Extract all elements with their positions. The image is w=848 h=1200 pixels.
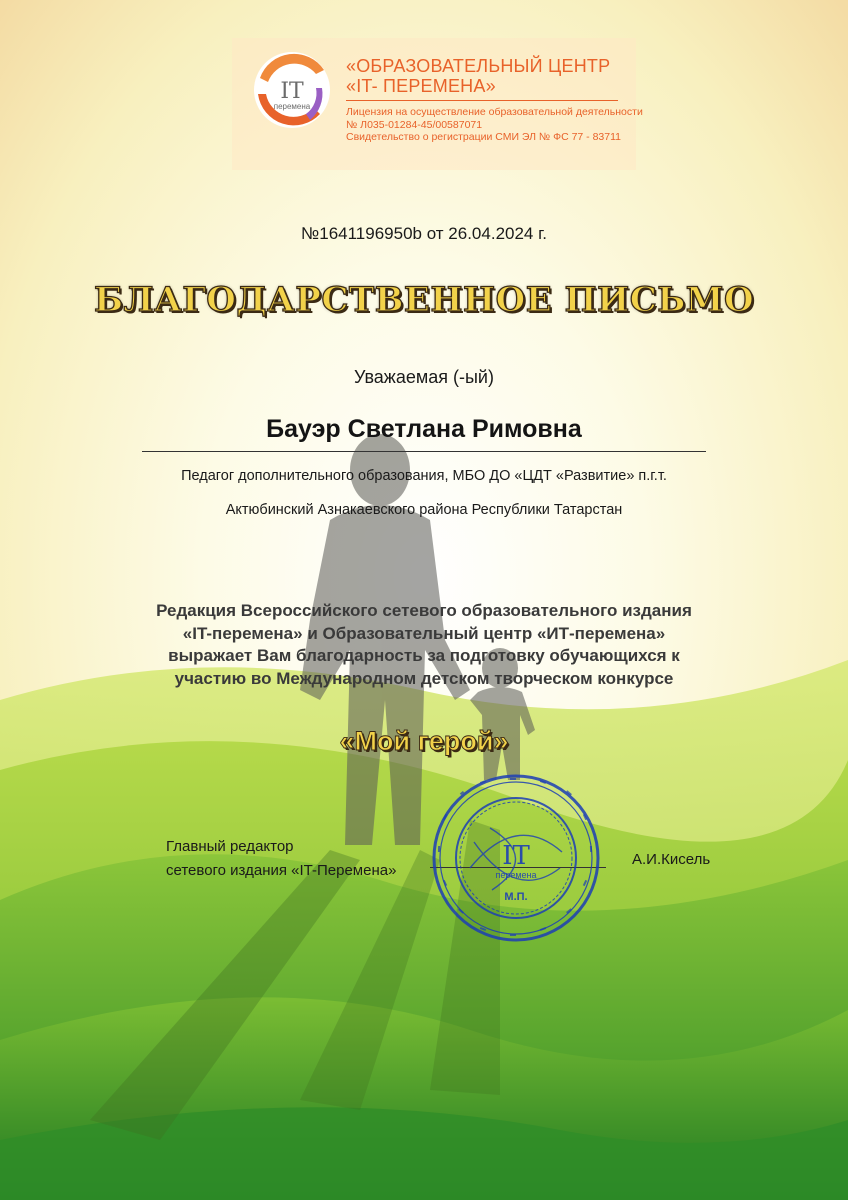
name-underline (142, 451, 706, 452)
org-name-line1: «ОБРАЗОВАТЕЛЬНЫЙ ЦЕНТР (346, 56, 611, 76)
recipient-position (0, 459, 848, 527)
signer-role-line2: сетевого издания «IT-Перемена» (166, 862, 397, 879)
stamp-logo-subtext: перемена (495, 870, 537, 880)
logo-text: IT (280, 79, 304, 104)
recipient-name: Бауэр Светлана Римовна (266, 415, 582, 443)
document-number: №1641196950b от 26.04.2024 г. (301, 224, 547, 243)
license-number: № Л035-01284-45/00587071 (346, 118, 483, 131)
stamp-seal-mark: М.П. (504, 891, 528, 903)
it-logo-icon (250, 48, 334, 132)
org-divider (346, 100, 618, 101)
recipient-position-line2: Актюбинский Азнакаевского района Республики Татарстан (225, 502, 623, 518)
official-stamp (430, 772, 602, 944)
stamp-logo-text: IT (502, 841, 530, 871)
gratitude-body (0, 600, 848, 690)
body-line: участию во Международном детском творческом конкурсе (174, 668, 674, 688)
media-certificate: Свидетельство о регистрации СМИ ЭЛ № ФС 77 - 83711 (346, 131, 622, 143)
organization-name (346, 56, 636, 96)
salutation: Уважаемая (-ый) (354, 367, 494, 387)
signer-role-line1: Главный редактор (166, 838, 294, 855)
contest-name: «Мой герой» (339, 726, 509, 756)
body-line: выражает Вам благодарность за подготовку обучающихся к (168, 646, 680, 665)
license-text: Лицензия на осуществление образовательной деятельности (346, 106, 643, 118)
document-title: БЛАГОДАРСТВЕННОЕ ПИСЬМО (93, 280, 755, 320)
body-line: «IT-перемена» и Образовательный центр «ИТ-перемена» (182, 623, 666, 643)
signer-role (166, 835, 396, 883)
body-line: Редакция Всероссийского сетевого образовательного издания (156, 601, 692, 620)
logo-subtext: перемена (273, 102, 311, 111)
org-name-line2: «IT- ПЕРЕМЕНА» (346, 76, 496, 96)
recipient-position-line1: Педагог дополнительного образования, МБО ДО «ЦДТ «Развитие» п.г.т. (181, 468, 667, 484)
signer-name: А.И.Кисель (632, 851, 711, 868)
organization-details (346, 106, 643, 144)
